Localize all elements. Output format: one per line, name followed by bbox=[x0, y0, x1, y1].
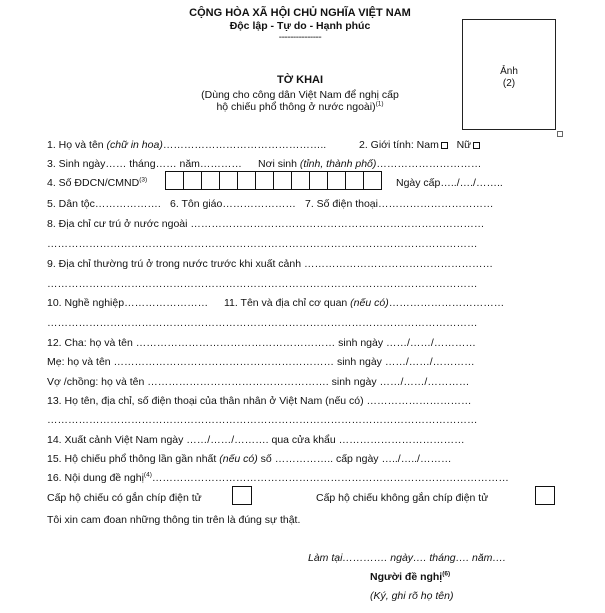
id-number-boxes[interactable] bbox=[166, 171, 382, 190]
field-occupation[interactable]: 10. Nghề nghiệp…………………… bbox=[47, 297, 209, 309]
signing-place-date[interactable]: Làm tại…………. ngày…. tháng…. năm…. bbox=[308, 552, 506, 564]
field-workplace-continued[interactable]: …………………………………………………………………………………………………………… bbox=[47, 317, 478, 329]
field-relatives-continued[interactable]: …………………………………………………………………………………………………………… bbox=[47, 414, 478, 426]
field-relatives-vietnam[interactable]: 13. Họ tên, địa chỉ, số điện thoại của thân nhân ở Việt Nam (nếu có) ………………………… bbox=[47, 395, 472, 407]
field-workplace[interactable]: 11. Tên và địa chỉ cơ quan (nếu có)…………………………… bbox=[224, 297, 505, 309]
form-title: TỜ KHAI bbox=[276, 74, 324, 86]
motto: Độc lập - Tự do - Hạnh phúc bbox=[229, 20, 371, 32]
field-exit-date[interactable]: 14. Xuất cảnh Việt Nam ngày ……/……/………. qua cửa khẩu ……………………………… bbox=[47, 434, 465, 446]
field-date-of-birth[interactable]: 3. Sinh ngày…… tháng…… năm………… bbox=[47, 158, 242, 170]
field-father[interactable]: 12. Cha: họ và tên ………………………………………………… sinh ngày ……/……/………… bbox=[47, 337, 476, 349]
option-no-chip-passport-label: Cấp hộ chiếu không gắn chíp điện tử bbox=[316, 492, 489, 504]
footnote-1: (1) bbox=[375, 100, 384, 108]
field-address-abroad[interactable]: 8. Địa chỉ cư trú ở nước ngoài ………………………………………………………………………… bbox=[47, 218, 485, 230]
resize-handle bbox=[557, 131, 563, 137]
field-phone[interactable]: 7. Số điện thoại…………………………… bbox=[305, 198, 494, 210]
option-chip-passport-label: Cấp hộ chiếu có gắn chíp điện tử bbox=[47, 492, 202, 504]
field-request-content[interactable]: 16. Nội dung đề nghị$^{(4)}$………………………………………………………………………………………… bbox=[47, 471, 509, 484]
applicant-label: Người đề nghị$^{(6)}$ bbox=[370, 570, 451, 583]
option-no-chip-passport-checkbox[interactable] bbox=[535, 486, 555, 505]
gender-male-checkbox[interactable] bbox=[441, 142, 448, 149]
header-separator: --------------- bbox=[278, 32, 322, 43]
photo-note: (2) bbox=[502, 78, 516, 89]
form-subtitle-line1: (Dùng cho công dân Việt Nam để nghị cấp bbox=[201, 89, 399, 101]
field-address-abroad-continued[interactable]: …………………………………………………………………………………………………………… bbox=[47, 238, 478, 250]
field-spouse[interactable]: Vợ /chồng: họ và tên ……………………………………………. sinh ngày ……/……/………… bbox=[47, 376, 470, 388]
field-full-name[interactable]: 1. Họ và tên (chữ in hoa)……………………………………….. bbox=[47, 139, 327, 151]
option-chip-passport-checkbox[interactable] bbox=[232, 486, 252, 505]
declaration-text: Tôi xin cam đoan những thông tin trên là đúng sự thật. bbox=[47, 514, 301, 526]
field-id-number-label: 4. Số ĐDCN/CMND$^{(3)}$ bbox=[47, 176, 148, 189]
field-gender: 2. Giới tính: Nam Nữ bbox=[359, 139, 480, 151]
signature-instruction: (Ký, ghi rõ họ tên) bbox=[370, 590, 454, 602]
field-previous-passport[interactable]: 15. Hộ chiếu phổ thông lần gần nhất (nếu có) số …………….. cấp ngày …../…../……… bbox=[47, 453, 452, 465]
field-mother[interactable]: Mẹ: họ và tên ……………………………………………………… sinh ngày ……/……/………… bbox=[47, 356, 475, 368]
field-permanent-address[interactable]: 9. Địa chỉ thường trú ở trong nước trước khi xuất cảnh ……………………………………………… bbox=[47, 258, 493, 270]
field-religion[interactable]: 6. Tôn giáo………………… bbox=[170, 198, 296, 210]
gender-female-checkbox[interactable] bbox=[473, 142, 480, 149]
field-place-of-birth[interactable]: Nơi sinh (tỉnh, thành phố)………………………… bbox=[258, 158, 482, 170]
field-ethnicity[interactable]: 5. Dân tộc………………. bbox=[47, 198, 161, 210]
form-subtitle-line2: hộ chiếu phổ thông ở nước ngoài)$^{(1)}$ bbox=[216, 100, 384, 113]
photo-label: Ảnh bbox=[500, 66, 518, 77]
field-id-issue-date[interactable]: Ngày cấp…../…./…….. bbox=[396, 177, 503, 189]
photo-box bbox=[462, 19, 556, 130]
country-heading: CỘNG HÒA XÃ HỘI CHỦ NGHĨA VIỆT NAM bbox=[189, 7, 411, 19]
field-permanent-address-continued[interactable]: …………………………………………………………………………………………………………… bbox=[47, 278, 478, 290]
